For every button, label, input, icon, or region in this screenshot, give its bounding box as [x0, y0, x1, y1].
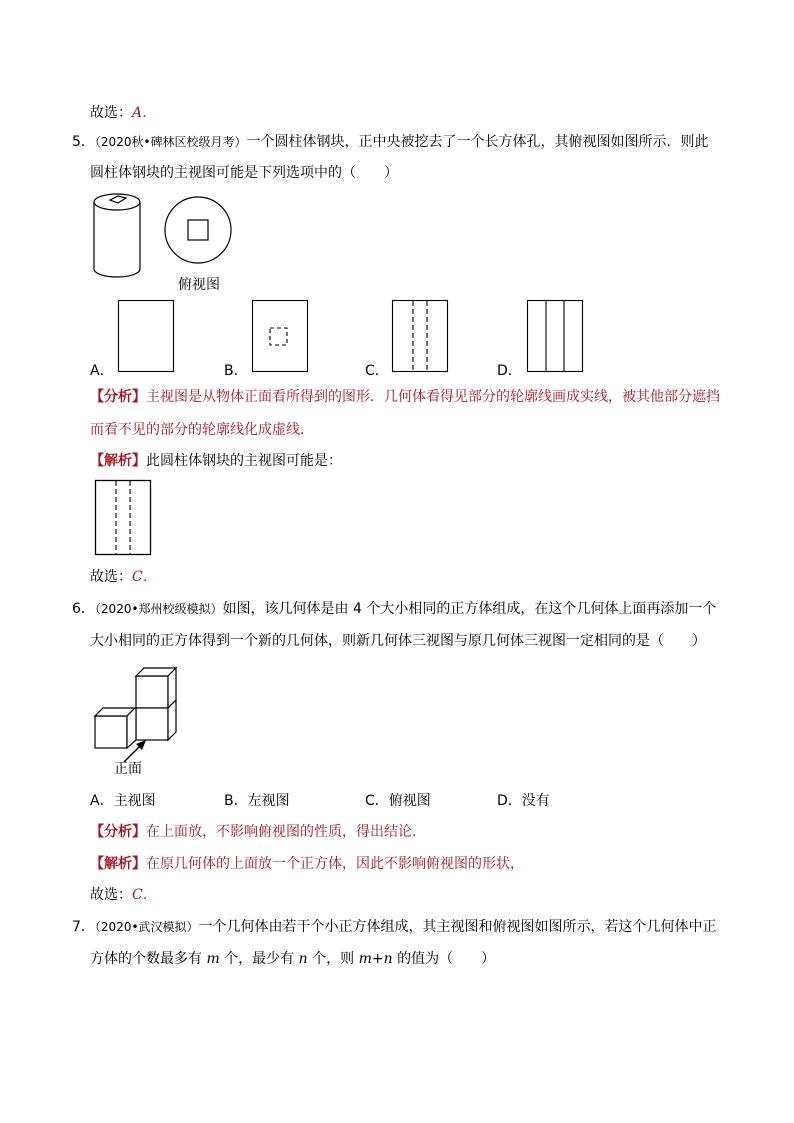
analysis-text: 主视图是从物体正面看所得到的图形．几何体看得见部分的轮廓线画成实线，被其他部分遮挡 [146, 389, 720, 405]
q5-analysis-line-1 [90, 388, 720, 406]
option-c-figure [392, 300, 448, 372]
answer-value: C． [132, 569, 157, 585]
q6-solution-line [90, 855, 524, 873]
option-a-figure [118, 300, 174, 372]
q6-analysis-line [90, 823, 426, 841]
question-text: 个，则 [307, 951, 359, 967]
question-text: 方体的个数最多有 [90, 951, 207, 967]
q6-stem-line-1 [72, 600, 716, 618]
q4-answer-line [90, 104, 156, 122]
question-text: 个，最少有 [219, 951, 299, 967]
solution-tag: 【解析】 [90, 856, 146, 872]
option-d-label: D． [497, 363, 522, 379]
q5-solution-line [90, 452, 342, 470]
question-text: 一个几何体由若干个小正方体组成，其主视图和俯视图如图所示，若这个几何体中正 [198, 919, 717, 935]
q5-answer-line [90, 568, 157, 586]
answer-label: 故选： [90, 887, 132, 903]
q5-analysis-line-2: 而看不见的部分的轮廓线化成虚线． [90, 422, 314, 438]
analysis-tag: 【分析】 [90, 389, 146, 405]
variable-n: n [298, 951, 308, 967]
q6-cubes-figure [92, 664, 192, 764]
variable-m: m [206, 951, 220, 967]
q5-solution-figure [95, 480, 151, 556]
analysis-tag: 【分析】 [90, 824, 146, 840]
solution-text: 在原几何体的上面放一个正方体，因此不影响俯视图的形状， [146, 856, 524, 872]
q6-stem-line-2: 大小相同的正方体得到一个新的几何体，则新几何体三视图与原几何体三视图一定相同的是（ ） [90, 633, 706, 649]
question-text: 如图，该几何体是由 4 个大小相同的正方体组成，在这个几何体上面再添加一个 [222, 601, 717, 617]
option-c-label: C． [365, 363, 389, 379]
q5-cylinder-figure [90, 190, 240, 290]
expression-n: n [383, 951, 393, 967]
top-view-circle [165, 197, 231, 263]
q5-stem-line-2: 圆柱体钢块的主视图可能是下列选项中的（ ） [90, 165, 398, 181]
option-a-label: A．主视图 [90, 793, 156, 809]
question-source: （2020秋•碑林区校级月考） [94, 135, 247, 149]
question-text: 一个圆柱体钢块，正中央被挖去了一个长方体孔，其俯视图如图所示．则此 [246, 134, 709, 150]
q7-stem-line-2 [90, 950, 495, 968]
option-d-figure [527, 300, 583, 372]
option-a-label: A． [90, 363, 114, 379]
option-b-figure [252, 300, 308, 372]
solution-tag: 【解析】 [90, 453, 146, 469]
question-number: 6． [72, 601, 95, 617]
analysis-text: 在上面放，不影响俯视图的性质，得出结论． [146, 824, 426, 840]
option-c-label: C．俯视图 [365, 793, 431, 809]
question-number: 7． [72, 919, 95, 935]
question-source: （2020•郑州校级模拟） [94, 602, 223, 616]
option-b-label: B． [224, 363, 248, 379]
cylinder-hole [110, 196, 126, 203]
option-d-label: D．没有 [497, 793, 550, 809]
q6-answer-line [90, 886, 157, 904]
q6-figure-caption: 正面 [114, 761, 142, 777]
answer-label: 故选： [90, 105, 132, 121]
answer-value: C． [132, 887, 157, 903]
question-source: （2020•武汉模拟） [94, 920, 199, 934]
q7-stem-line-1 [72, 918, 717, 936]
q5-stem-line-1 [72, 133, 709, 151]
top-view-square [188, 220, 208, 240]
question-text: 的值为（ ） [392, 951, 496, 967]
option-b-label: B．左视图 [224, 793, 290, 809]
expression-m: m [358, 951, 372, 967]
answer-value: A． [132, 105, 157, 121]
question-number: 5． [72, 134, 95, 150]
cylinder-bottom-arc [94, 269, 140, 277]
answer-label: 故选： [90, 569, 132, 585]
expression-plus: + [371, 951, 384, 967]
q5-figure-caption: 俯视图 [178, 277, 220, 293]
solution-text: 此圆柱体钢块的主视图可能是： [146, 453, 342, 469]
